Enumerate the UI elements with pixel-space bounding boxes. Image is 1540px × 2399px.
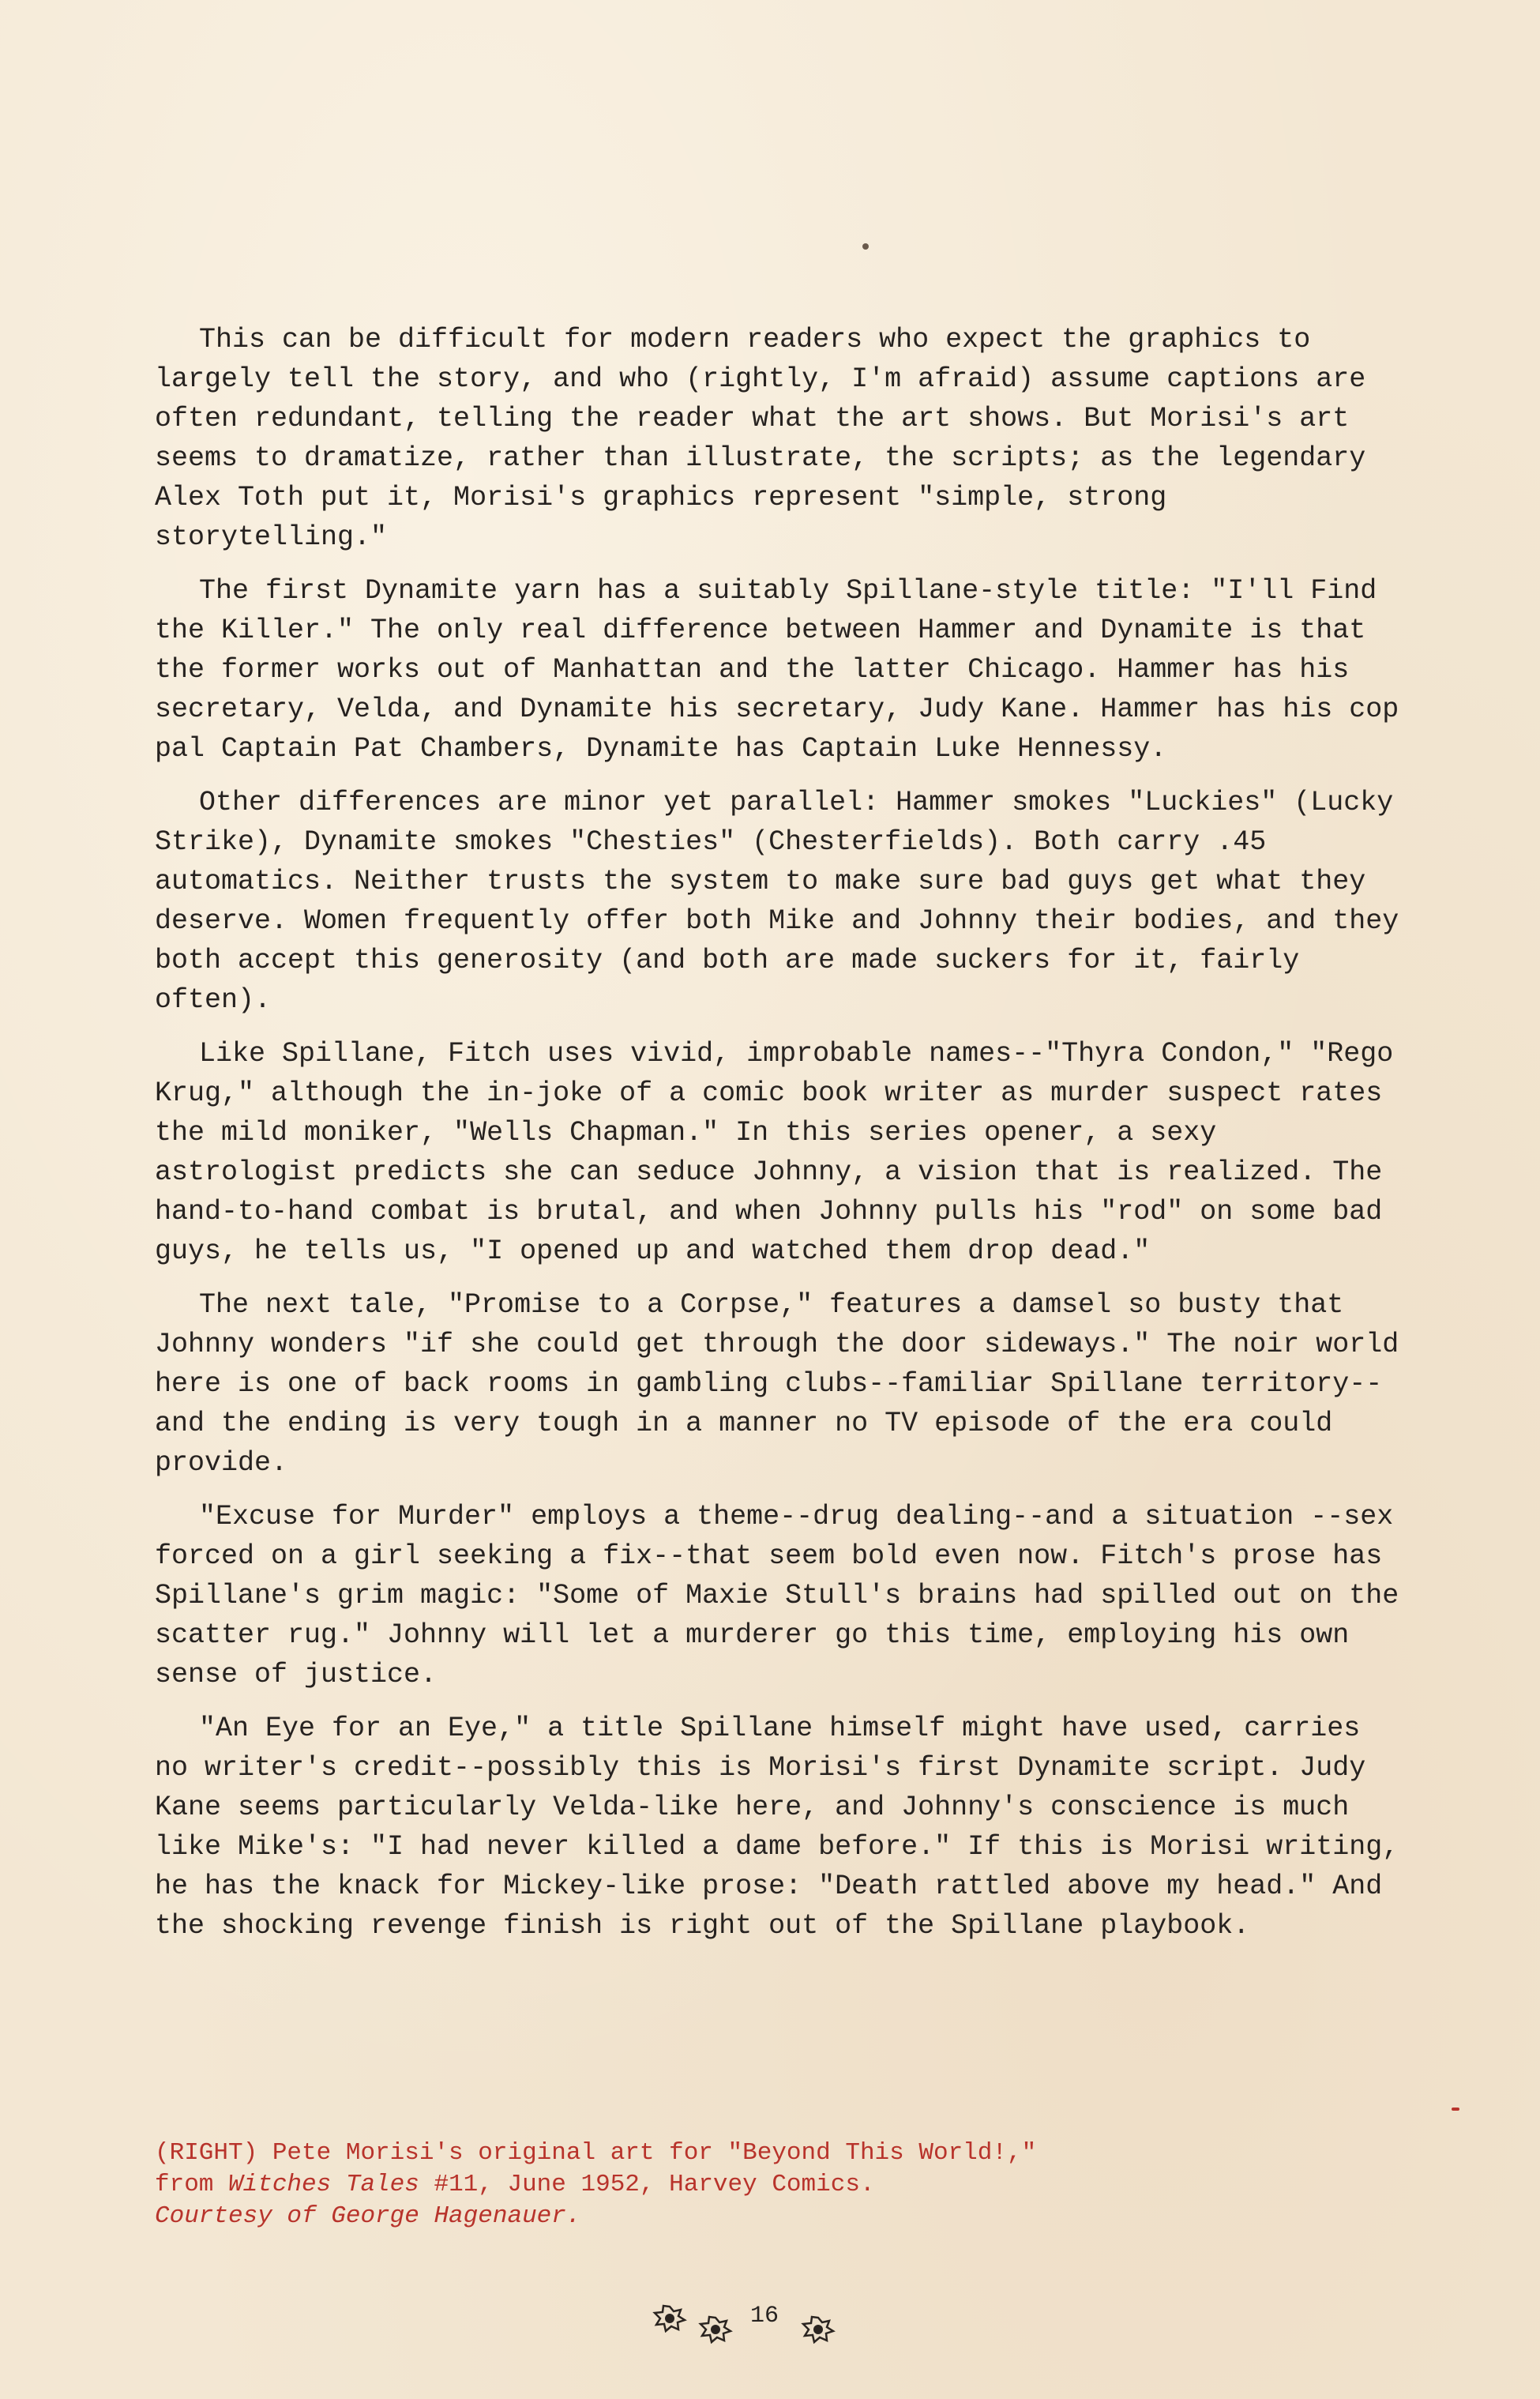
image-caption (155, 2138, 1181, 2232)
bullet-hole-icon (652, 2304, 687, 2333)
paragraph: The next tale, "Promise to a Corpse," features a damsel so busty that Johnny wonders "if she could get through the door sideways." The noir world here is one of back rooms in gambling clubs--familiar Spillane territory--and the ending is very tough in a manner no TV episode of the era could provide. (155, 1289, 1399, 1479)
caption-line (155, 2169, 1181, 2201)
caption-credit: Courtesy of George Hagenauer. (155, 2202, 581, 2230)
page-number: 16 (750, 2303, 779, 2329)
paragraph: Like Spillane, Fitch uses vivid, improbable names--"Thyra Condon," "Rego Krug," although the in-joke of a comic book writer as murder suspect rates the mild moniker, "Wells Chapman." In this series opener, a sexy astrologist predicts she can seduce Johnny, a vision that is realized. The hand-to-hand combat is brutal, and when Johnny pulls his "rod" on some bad guys, he tells us, "I opened up and watched them drop dead." (155, 1038, 1394, 1267)
paragraph: "An Eye for an Eye," a title Spillane himself might have used, carries no writer's credit--possibly this is Morisi's first Dynamite script. Judy Kane seems particularly Velda-like here, and Johnny's conscience is much like Mike's: "I had never killed a dame before." If this is Morisi writing, he has the knack for Mickey-like prose: "Death rattled above my head." And the shocking revenge finish is right out of the Spillane playbook. (155, 1713, 1399, 1942)
article-body (155, 320, 1403, 1960)
paper-speck (862, 243, 869, 250)
bullet-hole-icon (801, 2315, 836, 2344)
caption-text: from (155, 2171, 229, 2198)
page-footer (648, 2303, 837, 2350)
caption-text: #11, June 1952, Harvey Comics. (419, 2171, 875, 2198)
paper-speck (1452, 2108, 1459, 2111)
paragraph: "Excuse for Murder" employs a theme--drug dealing--and a situation --sex forced on a girl seeking a fix--that seem bold even now. Fitch's prose has Spillane's grim magic: "Some of Maxie Stull's brains had spilled out on the scatter rug." Johnny will let a murderer go this time, employing his own sense of justice. (155, 1501, 1399, 1690)
bullet-hole-icon (698, 2315, 733, 2344)
paragraph: The first Dynamite yarn has a suitably Spillane-style title: "I'll Find the Killer." The only real difference between Hammer and Dynamite is that the former works out of Manhattan and the latter Chicago. Hammer has his secretary, Velda, and Dynamite his secretary, Judy Kane. Hammer has his cop pal Captain Pat Chambers, Dynamite has Captain Luke Hennessy. (155, 575, 1399, 765)
caption-line: (RIGHT) Pete Morisi's original art for "Beyond This World!," (155, 2139, 1037, 2167)
caption-title: Witches Tales (228, 2171, 419, 2198)
paragraph: This can be difficult for modern readers who expect the graphics to largely tell the story, and who (rightly, I'm afraid) assume captions are often redundant, telling the reader what the art shows. But Morisi's art seems to dramatize, rather than illustrate, the scripts; as the legendary Alex Toth put it, Morisi's graphics represent "simple, strong storytelling." (155, 324, 1366, 553)
paragraph: Other differences are minor yet parallel: Hammer smokes "Luckies" (Lucky Strike), Dynamite smokes "Chesties" (Chesterfields). Both carry .45 automatics. Neither trusts the system to make sure bad guys get what they deserve. Women frequently offer both Mike and Johnny their bodies, and they both accept this generosity (and both are made suckers for it, fairly often). (155, 787, 1399, 1016)
